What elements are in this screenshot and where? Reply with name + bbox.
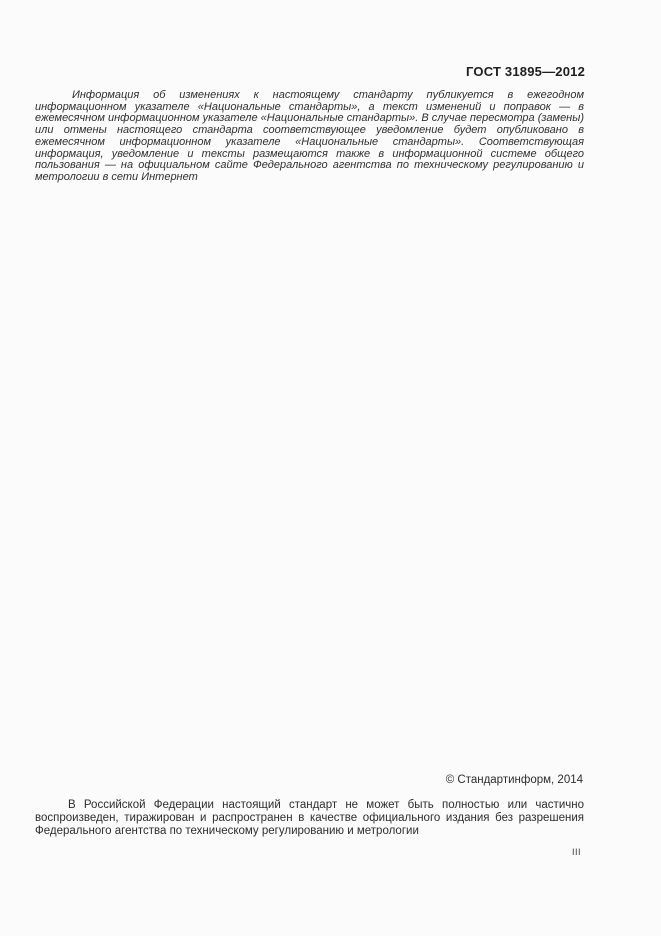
copyright-notice: © Стандартинформ, 2014 <box>445 774 583 786</box>
legal-paragraph: В Российской Федерации настоящий стандарт не может быть полностью или частично воспроизведен, тиражирован и распространен в качестве официального издания без разрешения Федерального агентства по техническому регулированию и метрологии <box>35 799 584 837</box>
intro-paragraph: Информация об изменениях к настоящему стандарту публикуется в ежегодном информационном указателе «Национальные стандарты», а текст изменений и поправок — в ежемесячном информационном указателе «Национальные стандарты». В случае пересмотра (замены) или отмены настоящего стандарта соответствующее уведомление будет опубликовано в ежемесячном информационном указателе «Национальные стандарты». Соответствующая информация, уведомление и тексты размещаются также в информационной системе общего пользования — на официальном сайте Федерального агентства по техническому регулированию и метрологии в сети Интернет <box>35 89 584 183</box>
page-number: III <box>571 847 581 857</box>
doc-code: ГОСТ 31895—2012 <box>466 64 585 79</box>
